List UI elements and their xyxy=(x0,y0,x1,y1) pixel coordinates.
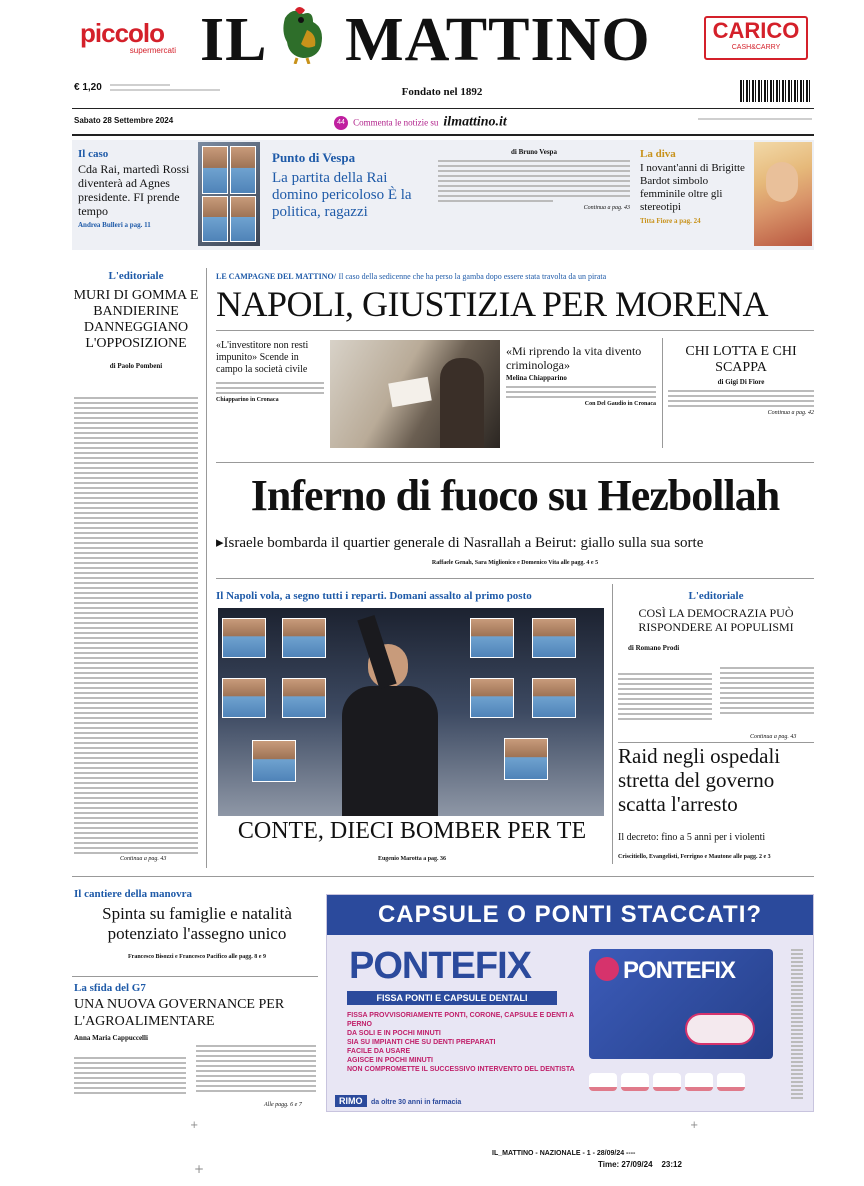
comment-site: ilmattino.it xyxy=(443,114,507,130)
lead-headline[interactable]: Inferno di fuoco su Hezbollah xyxy=(250,471,780,520)
vespa-box[interactable] xyxy=(272,150,434,221)
editorial-right-title: COSÌ LA DEMOCRAZIA PUÒ RISPONDERE AI POPULISMI xyxy=(638,606,794,634)
ad-brand: PONTEFIX xyxy=(349,945,532,987)
napoli-byline: Eugenio Marotta a pag. 36 xyxy=(377,856,447,862)
caso-title: Cda Rai, martedì Rossi diventerà ad Agnes presidente. FI prende tempo xyxy=(78,162,190,218)
g7-author: Anna Maria Cappuccelli xyxy=(74,1034,148,1042)
napoli-kicker: Il Napoli vola, a segno tutti i reparti. Domani assalto al primo posto xyxy=(216,590,532,602)
caso-byline: Andrea Bulleri a pag. 11 xyxy=(78,221,151,229)
masthead-title xyxy=(200,6,690,74)
morena-quote2-author: Melina Chiapparino xyxy=(506,374,567,382)
diva-kicker: La diva xyxy=(640,148,676,160)
caso-photo xyxy=(198,142,260,246)
right-brand-name: CARICO xyxy=(712,18,800,43)
vespa-title: La partita della Rai domino pericoloso È la politica, ragazzi xyxy=(272,170,412,220)
g7-headline: UNA NUOVA GOVERNANCE PER L'AGROALIMENTARE xyxy=(74,997,285,1029)
editorial-right-author: di Romano Prodi xyxy=(628,644,680,652)
editorial-right-cont: Continua a pag. 43 xyxy=(750,734,797,740)
barcode-icon xyxy=(740,80,812,102)
ad-box-brand: PONTEFIX xyxy=(623,957,736,984)
ad-legal-text xyxy=(791,949,803,1099)
footer-time: Time: 27/09/24 23:12 xyxy=(598,1160,682,1169)
bardot-photo xyxy=(754,142,812,246)
editorial-right[interactable]: L'editoriale COSÌ LA DEMOCRAZIA PUÒ RISPONDERE AI POPULISMI di Romano Prodi xyxy=(618,590,814,652)
crop-mark-icon: + xyxy=(190,1120,199,1131)
masthead-title-il: IL xyxy=(200,6,265,74)
left-brand-logo xyxy=(80,20,184,55)
masthead-title-mattino: MATTINO xyxy=(345,6,651,74)
napoli-photo xyxy=(218,608,604,816)
raid-subhead: Il decreto: fino a 5 anni per i violenti xyxy=(618,832,766,843)
raid-headline[interactable]: Raid negli ospedali stretta del governo scatta l'arresto xyxy=(618,744,781,816)
morena-kicker: LE CAMPAGNE DEL MATTINO/ Il caso della sedicenne che ha perso la gamba dopo essere stata travolta da un pirata xyxy=(216,272,607,281)
rooster-icon xyxy=(277,6,333,64)
lead-byline: Raffaele Genah, Sara Miglionico e Domenico Vita alle pagg. 4 e 5 xyxy=(431,560,599,566)
ad-footer xyxy=(335,1091,575,1109)
editorial-left-title: MURI DI GOMMA E BANDIERINE DANNEGGIANO L'OPPOSIZIONE xyxy=(73,288,199,351)
diva-box[interactable] xyxy=(640,148,754,225)
morena-side[interactable]: CHI LOTTA E CHI SCAPPA di Gigi Di Fiore Continua a pag. 42 xyxy=(668,344,814,416)
ad-teeth xyxy=(589,1073,773,1097)
caso-box[interactable] xyxy=(78,148,196,229)
editorial-left-body xyxy=(74,394,198,854)
ad-footer-brand: RIMO xyxy=(335,1095,367,1107)
editorial-left[interactable] xyxy=(72,270,200,370)
manovra-box[interactable]: Il cantiere della manovra Spinta su famiglie e natalità potenziato l'assegno unico Francesco Bisozzi e Francesco Pacifico alle pagg. 8 e 9 xyxy=(74,888,320,960)
ad-tagline: FISSA PONTI E CAPSULE DENTALI xyxy=(347,991,557,1005)
morena-quote1[interactable]: «L'investitore non resti impunito» Scende in campo la società civile Chiapparino in Cronaca xyxy=(216,340,324,403)
crop-mark-icon: + xyxy=(690,1120,699,1131)
g7-cont: Alle pagg. 6 e 7 xyxy=(264,1102,302,1108)
g7-body-2 xyxy=(196,1042,316,1095)
left-brand-name: piccolo xyxy=(80,18,165,48)
g7-box[interactable]: La sfida del G7 UNA NUOVA GOVERNANCE PER L'AGROALIMENTARE Anna Maria Cappuccelli xyxy=(74,982,320,1042)
morena-headline[interactable]: NAPOLI, GIUSTIZIA PER MORENA xyxy=(216,284,768,324)
date: Sabato 28 Settembre 2024 xyxy=(74,116,174,125)
morena-quote1-byline: Chiapparino in Cronaca xyxy=(216,397,279,403)
ad-bullets: FISSA PROVVISORIAMENTE PONTI, CORONE, CAPSULE E DENTI A PERNO DA SOLI E IN POCHI MINUTI SIA SU IMPIANTI CHE SU DENTI PREPARATI FACILE DA USARE AGISCE IN POCHI MINUTI NON COMPROMETTE IL SUCCESSIVO INTERVENTO DEL DENTISTA xyxy=(347,1012,575,1073)
vespa-author: di Bruno Vespa xyxy=(511,148,557,156)
morena-quote2-byline: Con Del Gaudio in Cronaca xyxy=(584,401,656,407)
ad-product-box xyxy=(589,949,773,1059)
editorial-left-author: di Paolo Pombeni xyxy=(109,362,163,370)
ad-block[interactable] xyxy=(326,894,814,1112)
morena-quote2[interactable]: «Mi riprendo la vita divento criminologa» Melina Chiapparino Con Del Gaudio in Cronaca xyxy=(506,344,656,407)
g7-body-1 xyxy=(74,1054,186,1097)
manovra-byline: Francesco Bisozzi e Francesco Pacifico alle pagg. 8 e 9 xyxy=(128,954,266,960)
diva-byline: Titta Fiore a pag. 24 xyxy=(640,217,701,225)
ad-footer-text: da oltre 30 anni in farmacia xyxy=(370,1099,462,1106)
ad-headline: CAPSULE O PONTI STACCATI? xyxy=(327,895,813,935)
crop-mark-icon: + xyxy=(194,1162,205,1176)
diva-title: I novant'anni di Brigitte Bardot simbolo femminile oltre gli stereotipi xyxy=(640,162,745,213)
caso-kicker: Il caso xyxy=(78,148,109,160)
raid-byline: Criscitiello, Evangelisti, Ferrigno e Mautone alle pagg. 2 e 3 xyxy=(618,854,771,860)
footer-edition: IL_MATTINO - NAZIONALE - 1 - 28/09/24 ---- xyxy=(492,1150,636,1157)
editorial-left-cont: Continua a pag. 43 xyxy=(120,856,167,862)
comment-prefix: Commenta le notizie su xyxy=(353,117,439,128)
morena-side-author: di Gigi Di Fiore xyxy=(717,378,765,386)
editorial-right-body xyxy=(618,670,712,723)
right-brand-sub: CASH&CARRY xyxy=(731,44,781,51)
editorial-right-body-2 xyxy=(720,664,814,717)
comment-link[interactable] xyxy=(334,112,594,130)
founded: Fondato nel 1892 xyxy=(401,86,483,98)
morena-side-cont: Continua a pag. 42 xyxy=(767,410,814,416)
manovra-headline: Spinta su famiglie e natalità potenziato l'assegno unico xyxy=(102,904,292,943)
price-fine-print xyxy=(110,84,230,98)
editorial-left-kicker: L'editoriale xyxy=(108,270,164,282)
napoli-headline[interactable]: CONTE, DIECI BOMBER PER TE xyxy=(237,818,587,844)
left-brand-sub: supermercati xyxy=(129,46,176,55)
vespa-column xyxy=(438,148,630,211)
right-brand-logo xyxy=(704,16,808,60)
top-right-fine-print xyxy=(698,118,812,122)
vespa-cont: Continua a pag. 43 xyxy=(583,205,630,211)
vespa-kicker: Punto di Vespa xyxy=(272,150,356,165)
comment-badge-icon: 44 xyxy=(334,116,348,130)
morena-photo xyxy=(330,340,500,448)
price: € 1,20 xyxy=(74,82,102,93)
lead-subhead: ▸Israele bombarda il quartier generale di Nasrallah a Beirut: giallo sulla sua sorte xyxy=(216,535,704,551)
